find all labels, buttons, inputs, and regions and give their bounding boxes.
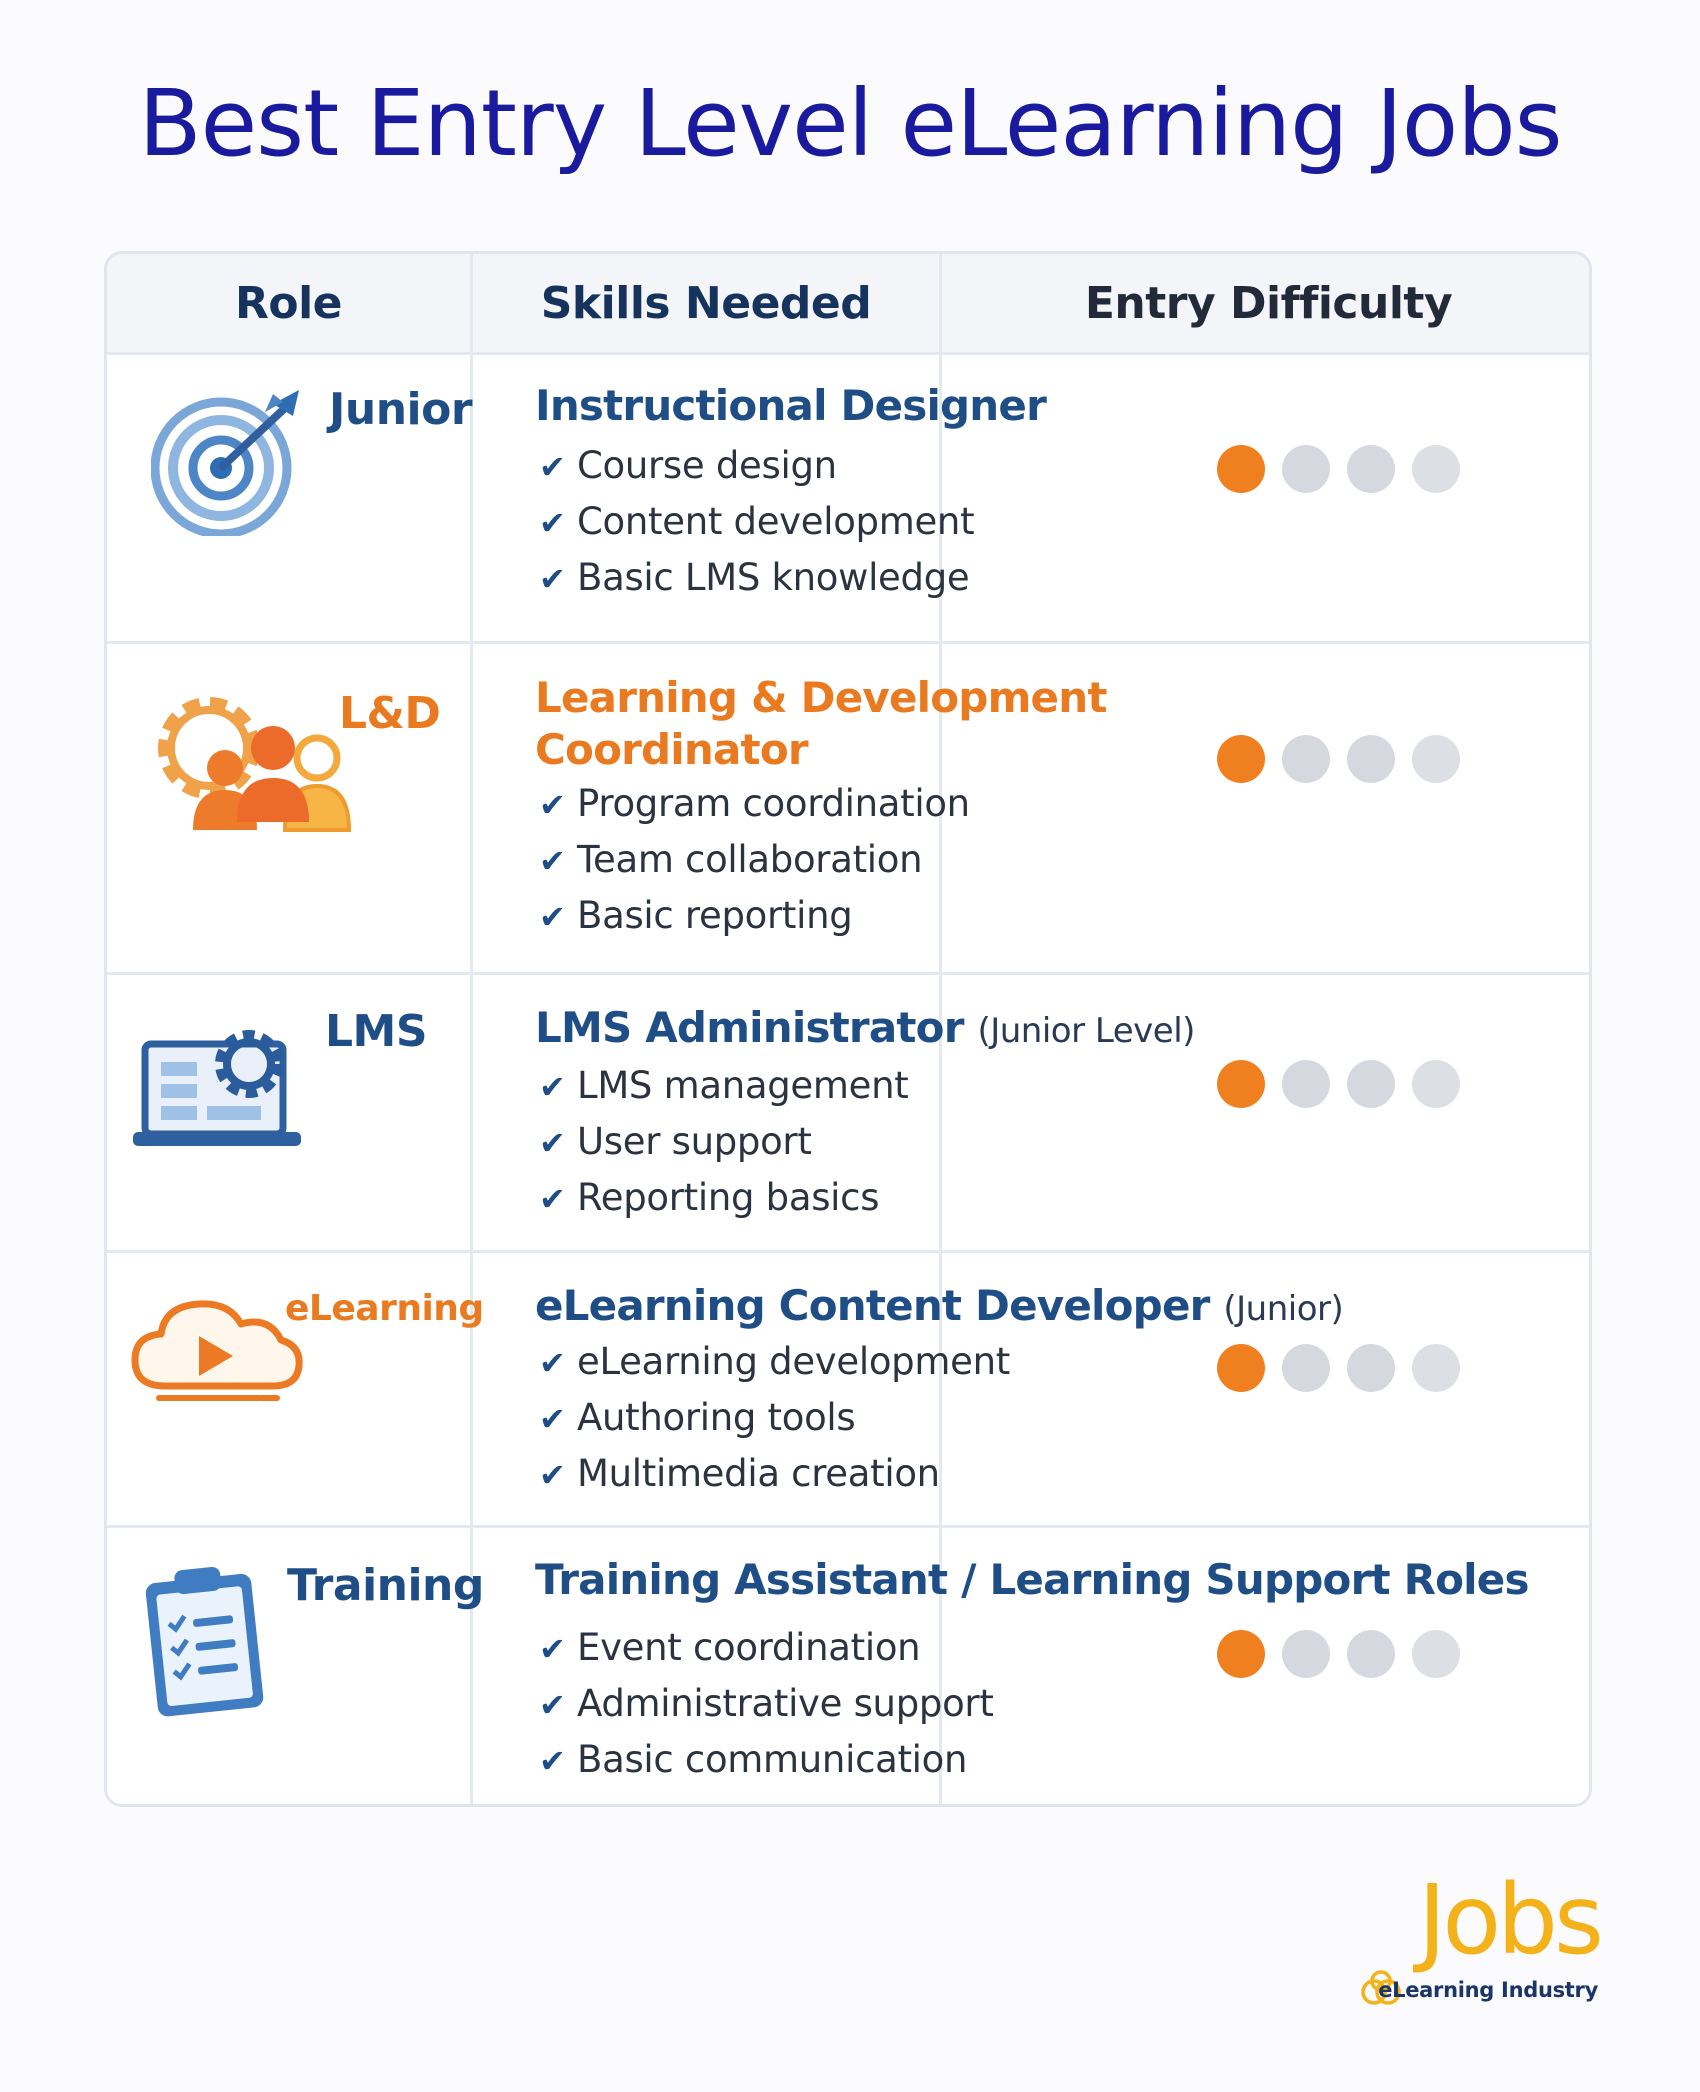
role-label: eLearning	[285, 1288, 484, 1329]
check-icon: ✔	[539, 1630, 566, 1668]
list-item	[539, 1620, 994, 1676]
difficulty-dot-empty	[1347, 1060, 1395, 1108]
list-item	[539, 494, 974, 550]
job-title	[535, 380, 1046, 432]
list-item	[539, 1114, 908, 1170]
header-skills: Skills Needed	[540, 278, 872, 329]
role-label: L&D	[339, 688, 441, 739]
difficulty-dot-empty	[1282, 735, 1330, 783]
skills-list	[539, 776, 970, 944]
row-divider	[107, 1525, 1589, 1528]
list-item	[539, 888, 970, 944]
list-item	[539, 1676, 994, 1732]
difficulty-rating	[1217, 735, 1460, 783]
row-divider	[107, 1250, 1589, 1253]
skill-text: Content development	[577, 500, 975, 543]
list-item	[539, 550, 974, 606]
logo-subtitle: eLearning Industry	[1378, 1978, 1598, 2002]
check-icon: ✔	[539, 1400, 566, 1438]
clipboard-icon	[141, 1560, 271, 1720]
skill-text: Basic reporting	[577, 894, 853, 937]
check-icon: ✔	[539, 1686, 566, 1724]
list-item	[539, 1732, 994, 1788]
skill-text: Multimedia creation	[577, 1452, 940, 1495]
page-title: Best Entry Level eLearning Jobs	[138, 70, 1562, 177]
check-icon: ✔	[539, 842, 566, 880]
skill-text: LMS management	[577, 1064, 909, 1107]
check-icon: ✔	[539, 1124, 566, 1162]
skills-list	[539, 438, 974, 606]
list-item	[539, 1446, 1010, 1502]
check-icon: ✔	[539, 1180, 566, 1218]
skill-text: Program coordination	[577, 782, 970, 825]
job-title-text: Training Assistant / Learning Support Roles	[535, 1555, 1529, 1604]
list-item	[539, 438, 974, 494]
difficulty-dot-empty	[1282, 1060, 1330, 1108]
difficulty-dot-empty	[1347, 1630, 1395, 1678]
header-role: Role	[234, 278, 343, 329]
difficulty-dot-filled	[1217, 1344, 1265, 1392]
difficulty-dot-filled	[1217, 445, 1265, 493]
skills-list	[539, 1620, 994, 1788]
difficulty-dot-filled	[1217, 1630, 1265, 1678]
row-divider	[107, 641, 1589, 644]
skill-text: eLearning development	[577, 1340, 1010, 1383]
role-label: Training	[287, 1560, 484, 1611]
job-title	[535, 1554, 1529, 1606]
job-title-line: Coordinator	[535, 725, 808, 774]
skill-text: Event coordination	[577, 1626, 921, 1669]
skill-text: Basic LMS knowledge	[577, 556, 970, 599]
check-icon: ✔	[539, 1344, 566, 1382]
header-difficulty: Entry Difficulty	[1084, 278, 1453, 329]
skill-text: Course design	[577, 444, 837, 487]
check-icon: ✔	[539, 448, 566, 486]
row-divider	[107, 972, 1589, 975]
list-item	[539, 1390, 1010, 1446]
target-icon	[151, 386, 309, 536]
check-icon: ✔	[539, 898, 566, 936]
difficulty-dot-empty	[1412, 445, 1460, 493]
check-icon: ✔	[539, 1068, 566, 1106]
difficulty-rating	[1217, 1060, 1460, 1108]
role-label: Junior	[329, 384, 473, 435]
difficulty-dot-empty	[1412, 1344, 1460, 1392]
job-title-text: LMS Administrator	[535, 1003, 964, 1052]
job-title-suffix: (Junior Level)	[977, 1011, 1195, 1051]
skill-text: Basic communication	[577, 1738, 968, 1781]
difficulty-dot-empty	[1282, 445, 1330, 493]
job-title-line: Learning & Development	[535, 673, 1107, 722]
difficulty-dot-empty	[1412, 735, 1460, 783]
difficulty-rating	[1217, 445, 1460, 493]
check-icon: ✔	[539, 1742, 566, 1780]
check-icon: ✔	[539, 786, 566, 824]
difficulty-dot-filled	[1217, 735, 1265, 783]
difficulty-dot-empty	[1282, 1344, 1330, 1392]
role-label: LMS	[325, 1006, 428, 1057]
check-icon: ✔	[539, 560, 566, 598]
list-item	[539, 1170, 908, 1226]
difficulty-rating	[1217, 1344, 1460, 1392]
difficulty-dot-empty	[1282, 1630, 1330, 1678]
check-icon: ✔	[539, 504, 566, 542]
skill-text: Authoring tools	[577, 1396, 856, 1439]
skill-text: Team collaboration	[577, 838, 923, 881]
list-item	[539, 776, 970, 832]
job-title-suffix: (Junior)	[1223, 1289, 1344, 1329]
difficulty-dot-empty	[1412, 1060, 1460, 1108]
brand-logo[interactable]	[1370, 1864, 1600, 2010]
difficulty-dot-empty	[1347, 445, 1395, 493]
difficulty-dot-empty	[1412, 1630, 1460, 1678]
gear-team-icon	[145, 682, 357, 840]
difficulty-dot-empty	[1347, 1344, 1395, 1392]
job-title	[535, 1280, 1343, 1335]
difficulty-dot-filled	[1217, 1060, 1265, 1108]
job-title-text: Instructional Designer	[535, 381, 1047, 430]
difficulty-dot-empty	[1347, 735, 1395, 783]
logo-wordmark: Jobs	[1418, 1864, 1600, 1976]
check-icon: ✔	[539, 1456, 566, 1494]
skill-text: User support	[577, 1120, 812, 1163]
difficulty-rating	[1217, 1630, 1460, 1678]
list-item	[539, 832, 970, 888]
list-item	[539, 1334, 1010, 1390]
cloud-play-icon	[129, 1294, 305, 1406]
skill-text: Administrative support	[577, 1682, 994, 1725]
skills-list	[539, 1334, 1010, 1502]
list-item	[539, 1058, 908, 1114]
jobs-table	[104, 251, 1592, 1807]
skills-list	[539, 1058, 908, 1226]
job-title	[535, 1002, 1195, 1057]
job-title-text: eLearning Content Developer	[535, 1281, 1210, 1330]
job-title	[535, 672, 1107, 776]
skill-text: Reporting basics	[577, 1176, 880, 1219]
laptop-gear-icon	[131, 1020, 313, 1150]
